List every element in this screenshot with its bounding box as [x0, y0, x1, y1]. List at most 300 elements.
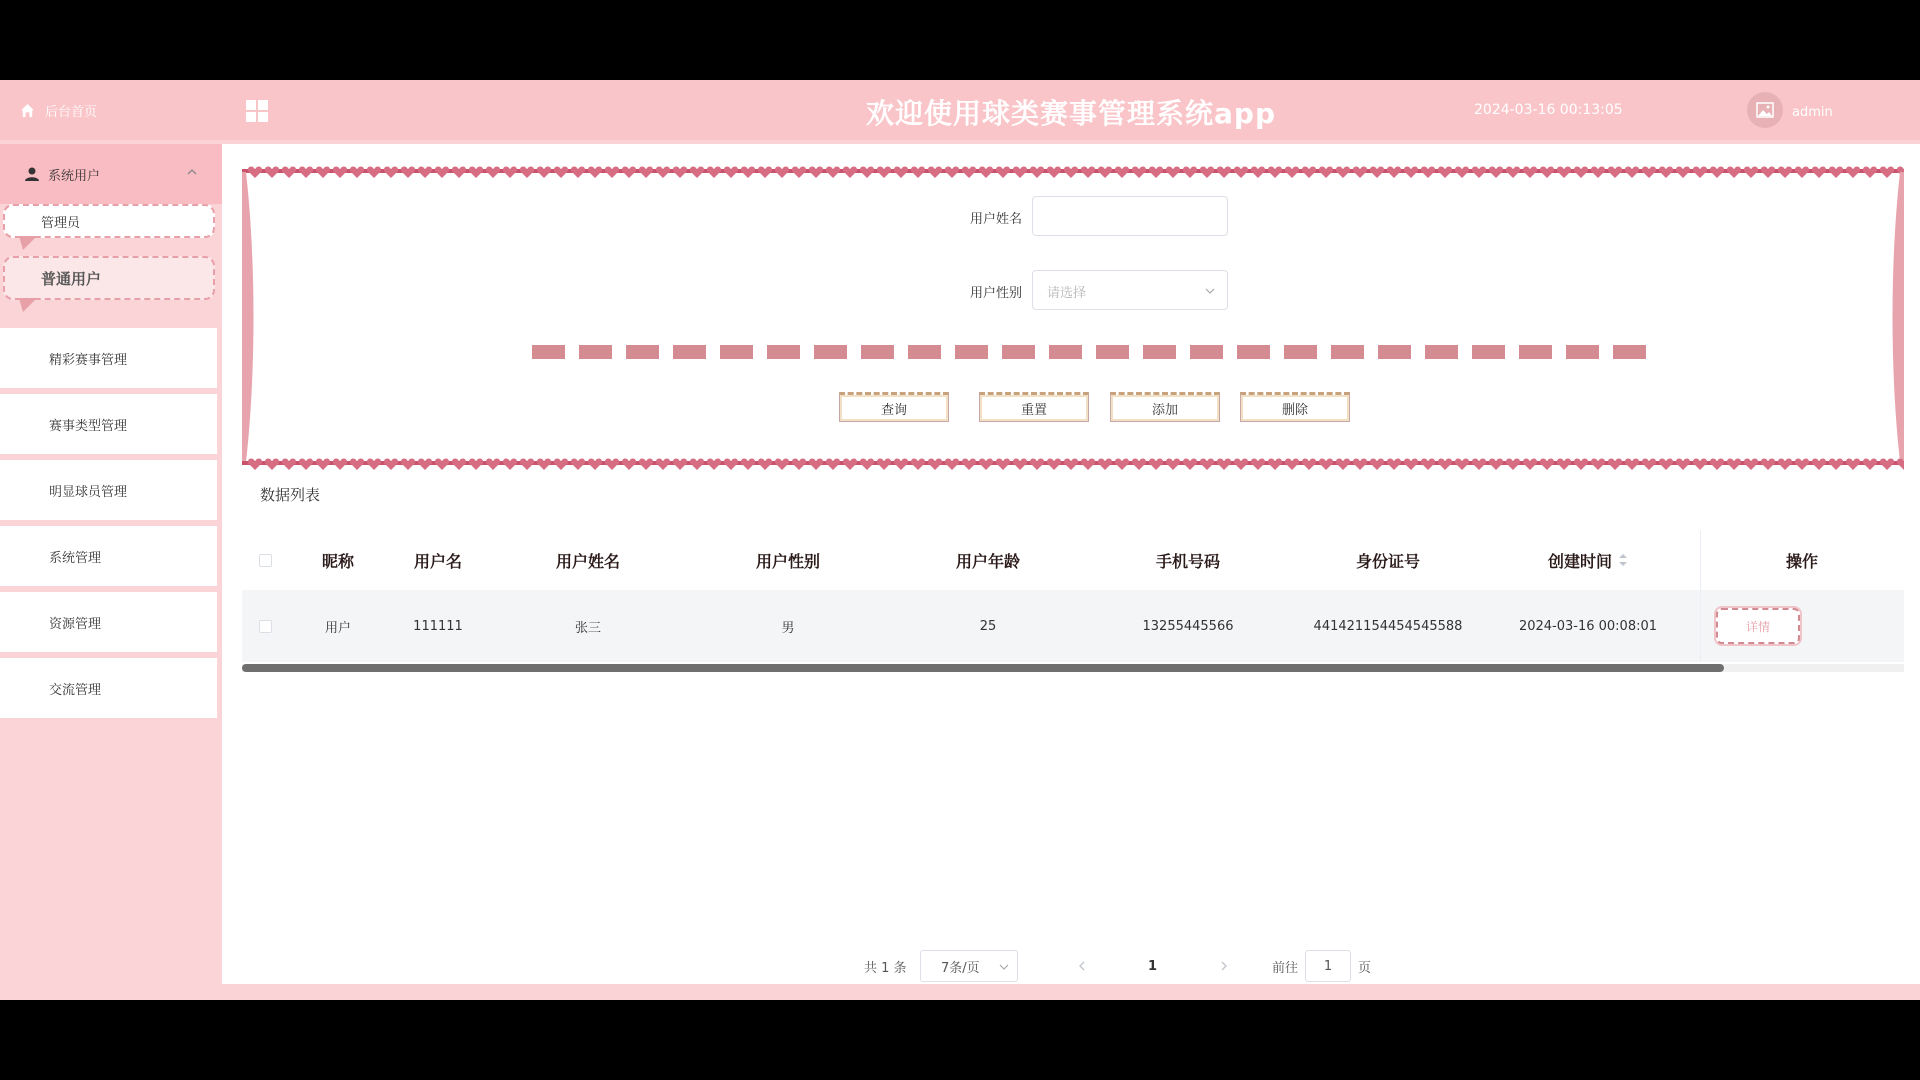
heart-decoration [1166, 459, 1180, 471]
heart-decoration [1387, 459, 1401, 471]
dashed-divider [532, 345, 1652, 359]
heart-decoration [996, 167, 1010, 179]
heart-decoration [1608, 459, 1622, 471]
sidebar-item-home[interactable] [0, 80, 222, 140]
heart-decoration [1013, 167, 1027, 179]
prev-page-button[interactable] [1078, 950, 1086, 982]
dash-segment [532, 345, 565, 359]
heart-decoration [1353, 459, 1367, 471]
speech-tail-icon [19, 236, 37, 250]
heart-decoration [367, 459, 381, 471]
scrollbar-thumb[interactable] [242, 664, 1724, 672]
heart-decoration [265, 167, 279, 179]
heart-decoration [1098, 167, 1112, 179]
heart-decoration [1778, 459, 1792, 471]
dash-segment [1425, 345, 1458, 359]
heart-decoration [537, 167, 551, 179]
page-title: 欢迎使用球类赛事管理系统app [866, 97, 1276, 130]
heart-decoration [299, 459, 313, 471]
goto-label: 前往 [1272, 960, 1299, 976]
dash-segment [814, 345, 847, 359]
heart-decoration [1370, 167, 1384, 179]
heart-decoration [1472, 167, 1486, 179]
sidebar-item-resources[interactable] [0, 592, 217, 652]
heart-decoration [503, 459, 517, 471]
heart-decoration [333, 167, 347, 179]
sidebar-item-normal-user[interactable] [3, 256, 215, 300]
heart-decoration [1727, 459, 1741, 471]
sidebar-item-events[interactable] [0, 328, 217, 388]
heart-decoration [401, 459, 415, 471]
heart-decoration [384, 459, 398, 471]
heart-decoration [1540, 459, 1554, 471]
heart-decoration [656, 459, 670, 471]
heart-decoration [1506, 459, 1520, 471]
heart-decoration [928, 167, 942, 179]
heart-decoration [1183, 459, 1197, 471]
heart-decoration [282, 459, 296, 471]
heart-decoration [1115, 459, 1129, 471]
detail-button[interactable]: 详情 [1716, 608, 1800, 644]
name-input[interactable] [1032, 196, 1228, 236]
heart-decoration [1540, 167, 1554, 179]
cell-id-number: 441421154454545588 [1313, 618, 1463, 634]
dash-segment [1049, 345, 1082, 359]
cell-real-name: 张三 [574, 620, 601, 636]
heart-decoration [571, 459, 585, 471]
heart-decoration [1285, 459, 1299, 471]
heart-decoration [1234, 167, 1248, 179]
heart-decoration [1217, 459, 1231, 471]
gender-select[interactable] [1032, 270, 1228, 310]
sidebar-item-label: 普通用户 [41, 269, 102, 288]
heart-decoration [571, 167, 585, 179]
heart-decoration [1421, 459, 1435, 471]
heart-decoration [758, 167, 772, 179]
heart-decoration [1795, 459, 1809, 471]
col-actions: 操作 [1785, 551, 1818, 571]
heart-decoration [1557, 167, 1571, 179]
heart-decoration [384, 167, 398, 179]
heart-decoration [350, 167, 364, 179]
heart-decoration [673, 459, 687, 471]
heart-decoration [1455, 167, 1469, 179]
heart-decoration [520, 459, 534, 471]
heart-decoration [1098, 459, 1112, 471]
heart-decoration [962, 459, 976, 471]
page-size-select[interactable] [920, 950, 1018, 982]
heart-decoration [1625, 167, 1639, 179]
chevron-up-icon [186, 166, 198, 178]
heart-decoration [775, 459, 789, 471]
sidebar-item-label: 交流管理 [49, 682, 102, 698]
sidebar [0, 80, 222, 1000]
heart-decoration [877, 459, 891, 471]
heart-decoration [486, 167, 500, 179]
dash-segment [626, 345, 659, 359]
chevron-left-icon [1078, 961, 1086, 971]
heart-decoration [1217, 167, 1231, 179]
heart-border-top [242, 162, 1904, 180]
heart-decoration [1438, 167, 1452, 179]
col-gender: 用户性别 [755, 551, 820, 571]
heart-decoration [248, 459, 262, 471]
reset-button[interactable]: 重置 [979, 392, 1089, 422]
heart-border-bottom [242, 454, 1904, 472]
heart-decoration [1591, 459, 1605, 471]
heart-decoration [1455, 459, 1469, 471]
heart-decoration [418, 167, 432, 179]
heart-decoration [792, 459, 806, 471]
heart-decoration [435, 167, 449, 179]
chevron-right-icon [1220, 961, 1228, 971]
heart-decoration [1234, 459, 1248, 471]
heart-decoration [860, 167, 874, 179]
heart-decoration [1761, 459, 1775, 471]
dash-segment [1472, 345, 1505, 359]
table-row [242, 590, 1904, 662]
border-left-decoration [242, 172, 258, 462]
heart-decoration [282, 167, 296, 179]
dash-segment [1002, 345, 1035, 359]
heart-decoration [1353, 167, 1367, 179]
heart-decoration [316, 459, 330, 471]
cell-age: 25 [979, 618, 997, 634]
sidebar-item-label: 明显球员管理 [49, 484, 128, 500]
page-size-value: 7条/页 [941, 960, 980, 976]
dash-segment [1190, 345, 1223, 359]
heart-decoration [945, 167, 959, 179]
heart-decoration [996, 459, 1010, 471]
heart-decoration [1574, 167, 1588, 179]
name-label: 用户姓名 [969, 212, 1022, 227]
sidebar-group-label: 系统用户 [48, 168, 101, 184]
dash-segment [1566, 345, 1599, 359]
heart-decoration [741, 167, 755, 179]
heart-decoration [1642, 167, 1656, 179]
heart-decoration [1132, 459, 1146, 471]
sidebar-item-communication[interactable] [0, 658, 217, 718]
heart-decoration [1081, 167, 1095, 179]
heart-decoration [1676, 167, 1690, 179]
heart-decoration [1625, 459, 1639, 471]
heart-decoration [1030, 167, 1044, 179]
heart-decoration [1268, 167, 1282, 179]
heart-decoration [979, 459, 993, 471]
heart-decoration [605, 167, 619, 179]
cell-username: 111111 [413, 618, 463, 634]
chevron-down-icon [1205, 286, 1215, 296]
heart-decoration [622, 167, 636, 179]
main-content [222, 144, 1920, 984]
heart-decoration [299, 167, 313, 179]
heart-decoration [843, 459, 857, 471]
dash-segment [1331, 345, 1364, 359]
pagination [222, 950, 1920, 982]
heart-decoration [1489, 167, 1503, 179]
heart-decoration [503, 167, 517, 179]
heart-decoration [962, 167, 976, 179]
heart-decoration [1727, 167, 1741, 179]
dash-segment [908, 345, 941, 359]
heart-decoration [1880, 459, 1894, 471]
sidebar-item-label: 后台首页 [45, 104, 98, 120]
sidebar-item-label: 系统管理 [49, 550, 102, 566]
heart-decoration [418, 459, 432, 471]
col-id-number: 身份证号 [1355, 551, 1420, 571]
cell-actions [1700, 590, 1816, 662]
heart-decoration [1863, 459, 1877, 471]
heart-decoration [1574, 459, 1588, 471]
page-unit-label: 页 [1358, 960, 1372, 976]
heart-decoration [1438, 459, 1452, 471]
goto-page-input[interactable]: 1 [1305, 950, 1351, 982]
heart-decoration [1846, 167, 1860, 179]
heart-decoration [435, 459, 449, 471]
heart-decoration [1013, 459, 1027, 471]
select-all-checkbox[interactable] [259, 554, 272, 567]
image-icon [1756, 101, 1774, 119]
heart-decoration [1200, 167, 1214, 179]
heart-decoration [1676, 459, 1690, 471]
heart-decoration [1251, 459, 1265, 471]
heart-decoration [452, 167, 466, 179]
heart-decoration [1268, 459, 1282, 471]
heart-decoration [1642, 459, 1656, 471]
sidebar-item-system[interactable] [0, 526, 217, 586]
heart-decoration [1183, 167, 1197, 179]
dash-segment [861, 345, 894, 359]
heart-decoration [860, 459, 874, 471]
cell-nickname: 用户 [324, 620, 351, 636]
add-button[interactable]: 添加 [1110, 392, 1220, 422]
heart-decoration [1523, 459, 1537, 471]
heart-decoration [1132, 167, 1146, 179]
heart-decoration [1081, 459, 1095, 471]
select-all-cell [242, 530, 288, 590]
heart-decoration [1370, 459, 1384, 471]
heart-decoration [826, 167, 840, 179]
heart-decoration [1778, 167, 1792, 179]
heart-decoration [1047, 459, 1061, 471]
heart-decoration [1285, 167, 1299, 179]
cell-phone: 13255445566 [1142, 618, 1234, 634]
heart-decoration [1744, 459, 1758, 471]
heart-decoration [843, 167, 857, 179]
heart-decoration [690, 459, 704, 471]
heart-decoration [1149, 167, 1163, 179]
heart-decoration [1064, 167, 1078, 179]
dash-segment [1096, 345, 1129, 359]
heart-decoration [1761, 167, 1775, 179]
heart-decoration [1115, 167, 1129, 179]
heart-decoration [928, 459, 942, 471]
speech-tail-icon [19, 298, 37, 312]
heart-decoration [1404, 167, 1418, 179]
gender-select-placeholder: 请选择 [1047, 286, 1087, 301]
heart-decoration [265, 459, 279, 471]
heart-decoration [1030, 459, 1044, 471]
sidebar-item-label: 精彩赛事管理 [49, 352, 128, 368]
heart-decoration [639, 459, 653, 471]
heart-decoration [707, 167, 721, 179]
heart-decoration [1336, 167, 1350, 179]
gender-label: 用户性别 [969, 286, 1022, 301]
heart-decoration [877, 167, 891, 179]
chevron-down-icon [999, 962, 1009, 972]
heart-decoration [1659, 459, 1673, 471]
heart-decoration [894, 459, 908, 471]
heart-decoration [1659, 167, 1673, 179]
heart-decoration [979, 167, 993, 179]
heart-decoration [1319, 459, 1333, 471]
heart-decoration [1302, 459, 1316, 471]
border-right-decoration [1888, 172, 1904, 462]
dash-segment [1378, 345, 1411, 359]
heart-decoration [350, 459, 364, 471]
heart-decoration [1557, 459, 1571, 471]
heart-decoration [1149, 459, 1163, 471]
sidebar-group-system-users[interactable] [0, 144, 222, 204]
username[interactable]: admin [1792, 105, 1833, 120]
horizontal-scrollbar[interactable] [242, 664, 1904, 672]
heart-decoration [1404, 459, 1418, 471]
avatar[interactable] [1747, 92, 1783, 128]
dash-segment [1519, 345, 1552, 359]
heart-decoration [724, 459, 738, 471]
heart-decoration [605, 459, 619, 471]
heart-decoration [1489, 459, 1503, 471]
heart-decoration [537, 459, 551, 471]
heart-decoration [469, 167, 483, 179]
sidebar-item-label: 赛事类型管理 [49, 418, 128, 434]
heart-decoration [1047, 167, 1061, 179]
cell-gender: 男 [781, 620, 795, 636]
sidebar-item-players[interactable] [0, 460, 217, 520]
heart-decoration [1166, 167, 1180, 179]
heart-decoration [775, 167, 789, 179]
app-window [0, 80, 1920, 1000]
delete-button[interactable]: 删除 [1240, 392, 1350, 422]
heart-decoration [1693, 167, 1707, 179]
heart-decoration [1795, 167, 1809, 179]
col-nickname: 昵称 [321, 551, 354, 571]
heart-decoration [469, 459, 483, 471]
dash-segment [673, 345, 706, 359]
dash-segment [767, 345, 800, 359]
heart-decoration [1710, 459, 1724, 471]
sidebar-item-admin[interactable] [3, 204, 215, 238]
heart-decoration [1472, 459, 1486, 471]
current-datetime: 2024-03-16 00:13:05 [1474, 102, 1623, 118]
heart-decoration [316, 167, 330, 179]
pager-total: 共 1 条 [864, 960, 907, 976]
heart-decoration [1523, 167, 1537, 179]
dash-segment [955, 345, 988, 359]
list-title: 数据列表 [260, 486, 321, 504]
heart-decoration [792, 167, 806, 179]
home-icon [20, 103, 35, 118]
heart-decoration [452, 459, 466, 471]
heart-decoration [588, 167, 602, 179]
heart-decoration [809, 167, 823, 179]
dash-segment [1613, 345, 1646, 359]
cell-created-time: 2024-03-16 00:08:01 [1518, 618, 1658, 634]
heart-decoration [1812, 459, 1826, 471]
col-username: 用户名 [413, 551, 462, 571]
dash-segment [579, 345, 612, 359]
heart-decoration [1302, 167, 1316, 179]
search-panel [242, 162, 1904, 472]
col-created-time[interactable] [1488, 530, 1688, 590]
heart-decoration [911, 167, 925, 179]
heart-decoration [333, 459, 347, 471]
heart-decoration [367, 167, 381, 179]
heart-decoration [758, 459, 772, 471]
heart-decoration [554, 167, 568, 179]
heart-decoration [622, 459, 636, 471]
page-number-current[interactable]: 1 [1148, 958, 1158, 974]
heart-decoration [1608, 167, 1622, 179]
heart-decoration [554, 459, 568, 471]
heart-decoration [1421, 167, 1435, 179]
heart-decoration [707, 459, 721, 471]
heart-decoration [520, 167, 534, 179]
heart-decoration [1251, 167, 1265, 179]
heart-decoration [588, 459, 602, 471]
heart-decoration [639, 167, 653, 179]
heart-decoration [809, 459, 823, 471]
heart-decoration [1829, 167, 1843, 179]
top-header [222, 80, 1920, 140]
heart-decoration [1846, 459, 1860, 471]
heart-decoration [945, 459, 959, 471]
heart-decoration [656, 167, 670, 179]
heart-decoration [1387, 167, 1401, 179]
col-phone: 手机号码 [1155, 551, 1220, 571]
heart-decoration [1591, 167, 1605, 179]
sort-icon[interactable] [1618, 553, 1628, 567]
dash-segment [1143, 345, 1176, 359]
sidebar-item-label: 资源管理 [49, 616, 102, 632]
heart-decoration [401, 167, 415, 179]
heart-decoration [826, 459, 840, 471]
col-age: 用户年龄 [955, 551, 1020, 571]
col-created-time-label: 创建时间 [1547, 551, 1612, 571]
sidebar-item-event-types[interactable] [0, 394, 217, 454]
heart-decoration [911, 459, 925, 471]
fixed-column-divider [1700, 530, 1701, 662]
table-header [242, 530, 1904, 590]
query-button[interactable]: 查询 [839, 392, 949, 422]
row-checkbox[interactable] [259, 620, 272, 633]
heart-decoration [673, 167, 687, 179]
heart-decoration [486, 459, 500, 471]
heart-decoration [1064, 459, 1078, 471]
row-select-cell [242, 590, 288, 662]
heart-decoration [1863, 167, 1877, 179]
dash-segment [1237, 345, 1270, 359]
next-page-button[interactable] [1220, 950, 1228, 982]
dash-segment [1284, 345, 1317, 359]
heart-decoration [690, 167, 704, 179]
heart-decoration [724, 167, 738, 179]
heart-decoration [1829, 459, 1843, 471]
dash-segment [720, 345, 753, 359]
col-real-name: 用户姓名 [555, 551, 620, 571]
heart-decoration [741, 459, 755, 471]
heart-decoration [1336, 459, 1350, 471]
